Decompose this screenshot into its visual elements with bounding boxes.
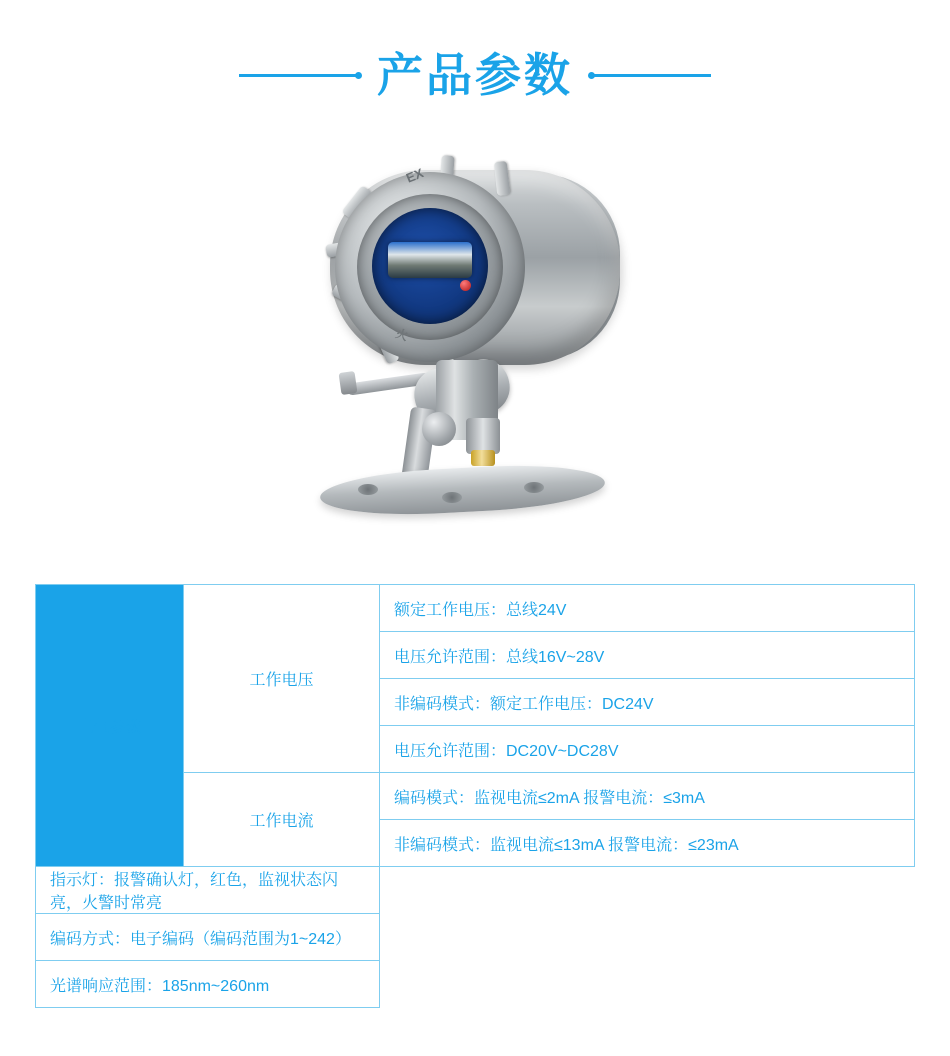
title-rule-left: [239, 74, 359, 77]
table-row: [36, 585, 915, 632]
product-device-illustration: [310, 150, 640, 550]
spec-value-cell: 额定工作电压：总线24V: [380, 585, 915, 632]
spec-fullwidth-cell: 光谱响应范围：185nm~260nm: [36, 961, 380, 1008]
mounting-hole: [442, 492, 462, 503]
bracket-bolt-head: [339, 371, 358, 395]
title-rule-right: [591, 74, 711, 77]
spec-subcategory-current: 工作电流: [184, 773, 380, 867]
mounting-hole: [358, 484, 378, 495]
spec-value-cell: 非编码模式：监视电流≤13mA 报警电流：≤23mA: [380, 820, 915, 867]
spec-category-cell: 电气参数: [36, 585, 184, 867]
table-row: [36, 867, 915, 914]
cable-conduit-tip: [471, 450, 495, 466]
title-wrap: [239, 49, 711, 101]
spec-value-cell: 电压允许范围：总线16V~28V: [380, 632, 915, 679]
cable-conduit: [466, 418, 500, 454]
table-row: [36, 914, 915, 961]
device-indicator-led: [460, 280, 471, 291]
housing-fin: [494, 161, 510, 196]
spec-table: [35, 584, 915, 1008]
page-title: 产品参数: [377, 49, 573, 101]
spec-fullwidth-cell: 指示灯：报警确认灯，红色，监视状态闪亮，火警时常亮: [36, 867, 380, 914]
table-row: [36, 961, 915, 1008]
spec-table-wrap: [35, 584, 915, 1008]
housing-logo-mark: EX: [403, 165, 426, 186]
spec-value-cell: 非编码模式：额定工作电压：DC24V: [380, 679, 915, 726]
spec-fullwidth-cell: 编码方式：电子编码（编码范围为1~242）: [36, 914, 380, 961]
product-image-area: [0, 140, 950, 560]
spec-subcategory-voltage: 工作电压: [184, 585, 380, 773]
bracket-pivot: [422, 412, 456, 446]
spec-value-cell: 编码模式：监视电流≤2mA 报警电流：≤3mA: [380, 773, 915, 820]
device-lens-window: [388, 242, 472, 278]
housing-logo-mark-secondary: 火: [393, 326, 410, 344]
mounting-hole: [524, 482, 544, 493]
spec-value-cell: 电压允许范围：DC20V~DC28V: [380, 726, 915, 773]
page-header: [0, 0, 950, 140]
